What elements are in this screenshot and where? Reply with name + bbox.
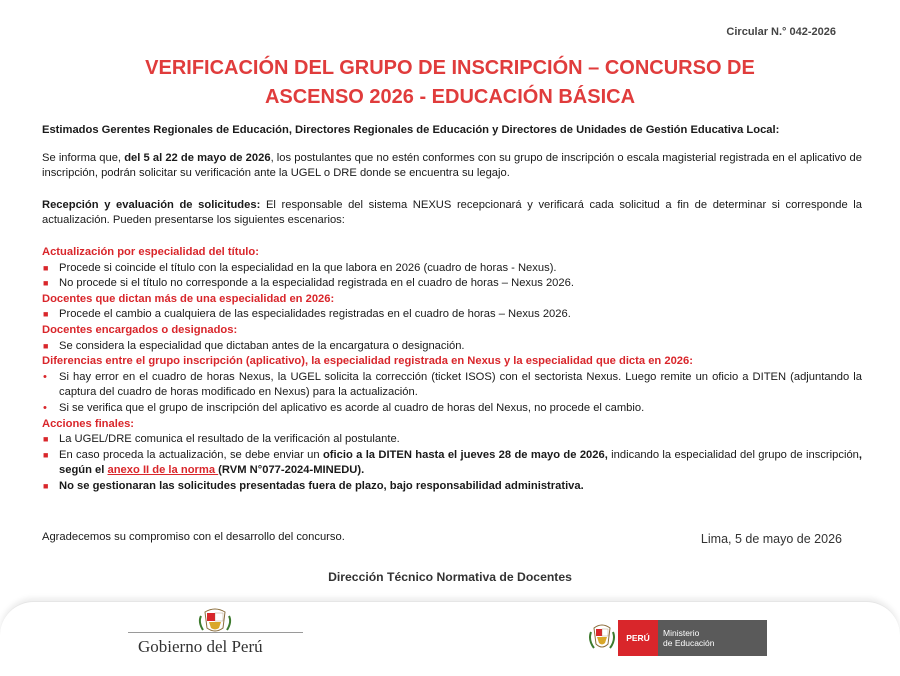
list-item bbox=[42, 448, 862, 479]
reception-paragraph bbox=[42, 198, 862, 229]
section-list bbox=[42, 307, 862, 323]
reception-text: El responsable del sistema NEXUS recepcionará y verificará cada solicitud a fin de determinar si corresponde la actualización. Pueden presentarse los siguientes escenarios: bbox=[42, 198, 863, 227]
section-heading: Acciones finales: bbox=[42, 417, 135, 430]
section-heading: Docentes que dictan más de una especialidad en 2026: bbox=[42, 292, 335, 305]
list-item-text: Si hay error en el cuadro de horas Nexus, la UGEL solicita la corrección (ticket ISOS) con el sectorista Nexus. Luego remite un oficio a DITEN (adjuntando la captura del cuadro de horas modificado en Nexus) para la actualización. bbox=[59, 370, 862, 399]
list-item bbox=[42, 479, 862, 495]
intro-pre: Se informa que, bbox=[42, 151, 125, 164]
section-list bbox=[42, 432, 862, 494]
reception-heading: Recepción y evaluación de solicitudes: bbox=[42, 198, 261, 211]
list-item-text: No procede si el título no corresponde a la especialidad registrada en el cuadro de horas – Nexus 2026. bbox=[59, 277, 574, 290]
gobierno-label: Gobierno del Perú bbox=[138, 637, 263, 656]
ministerio-line-1: Ministerio bbox=[663, 628, 700, 638]
dot-bullet-icon: • bbox=[43, 370, 47, 383]
square-bullet-icon: ■ bbox=[43, 434, 49, 445]
footer-divider bbox=[128, 632, 303, 633]
list-item bbox=[42, 261, 862, 277]
dot-bullet-icon: • bbox=[43, 401, 47, 414]
section-list bbox=[42, 370, 862, 417]
square-bullet-icon: ■ bbox=[43, 340, 49, 351]
greeting: Estimados Gerentes Regionales de Educación, Directores Regionales de Educación y Directores de Unidades de Gestión Educativa Local: bbox=[42, 124, 780, 136]
ministerio-line-2: de Educación bbox=[663, 638, 715, 648]
page-title bbox=[0, 54, 900, 112]
list-item-text: Si se verifica que el grupo de inscripción del aplicativo es acorde al cuadro de horas del Nexus, no procede el cambio. bbox=[59, 401, 645, 414]
peru-label: PERÚ bbox=[618, 620, 658, 656]
signature: Dirección Técnico Normativa de Docentes bbox=[328, 570, 572, 584]
intro-dates: del 5 al 22 de mayo de 2026 bbox=[124, 151, 271, 164]
list-item bbox=[42, 432, 862, 448]
section-heading: Actualización por especialidad del título: bbox=[42, 245, 259, 258]
section-list bbox=[42, 261, 862, 292]
section-list bbox=[42, 339, 862, 355]
square-bullet-icon: ■ bbox=[43, 278, 49, 289]
title-line-2: ASCENSO 2026 - EDUCACIÓN BÁSICA bbox=[264, 86, 636, 108]
list-item-text: Procede el cambio a cualquiera de las especialidades registradas en el cuadro de horas – Nexus 2026. bbox=[59, 308, 571, 321]
list-item bbox=[42, 276, 862, 292]
intro-post: , los postulantes que no estén conformes con su grupo de inscripción o escala magisterial registrada en el aplicativo de inscripción, podrán solicitar su verificación ante la UGEL o DRE donde se encuentra su legajo. bbox=[42, 151, 862, 180]
square-bullet-icon: ■ bbox=[43, 480, 49, 491]
minedu-coat-of-arms-icon bbox=[588, 620, 616, 656]
closing-text: Agradecemos su compromiso con el desarrollo del concurso. bbox=[42, 531, 345, 543]
list-item bbox=[42, 401, 862, 417]
list-item bbox=[42, 339, 862, 355]
square-bullet-icon: ■ bbox=[43, 262, 49, 273]
title-line-1: VERIFICACIÓN DEL GRUPO DE INSCRIPCIÓN – CONCURSO DE bbox=[145, 57, 755, 79]
circular-number: Circular N.° 042-2026 bbox=[726, 26, 836, 38]
date-text: Lima, 5 de mayo de 2026 bbox=[700, 532, 842, 546]
square-bullet-icon: ■ bbox=[43, 449, 49, 460]
list-item-text: Procede si coincide el título con la especialidad en la que labora en 2026 (cuadro de horas - Nexus). bbox=[59, 261, 557, 274]
square-bullet-icon: ■ bbox=[43, 309, 49, 320]
final-item2-rvm: (RVM N°077-2024-MINEDU). bbox=[218, 464, 365, 477]
final-item2-segun: , según el bbox=[59, 448, 862, 477]
final-item2-deadline: oficio a la DITEN hasta el jueves 28 de mayo de 2026, bbox=[322, 448, 608, 461]
list-item bbox=[42, 307, 862, 323]
section-heading: Diferencias entre el grupo inscripción (aplicativo), la especialidad registrada en Nexus y la especialidad que dicta en 2026: bbox=[42, 355, 693, 368]
section-heading: Docentes encargados o designados: bbox=[42, 323, 238, 336]
list-item-text: Se considera la especialidad que dictaban antes de la encargatura o designación. bbox=[59, 339, 465, 352]
final-item2-mid: indicando la especialidad del grupo de inscripción bbox=[607, 448, 859, 461]
ministerio-label bbox=[658, 620, 767, 656]
list-item bbox=[42, 370, 862, 401]
final-item2-pre: En caso proceda la actualización, se debe enviar un bbox=[59, 448, 323, 461]
intro-paragraph bbox=[42, 151, 862, 182]
list-item-text: No se gestionaran las solicitudes presentadas fuera de plazo, bajo responsabilidad administrativa. bbox=[59, 479, 584, 492]
circular-body bbox=[42, 123, 862, 494]
list-item-text: La UGEL/DRE comunica el resultado de la verificación al postulante. bbox=[59, 433, 400, 446]
annex-link[interactable]: anexo II de la norma bbox=[107, 464, 219, 477]
